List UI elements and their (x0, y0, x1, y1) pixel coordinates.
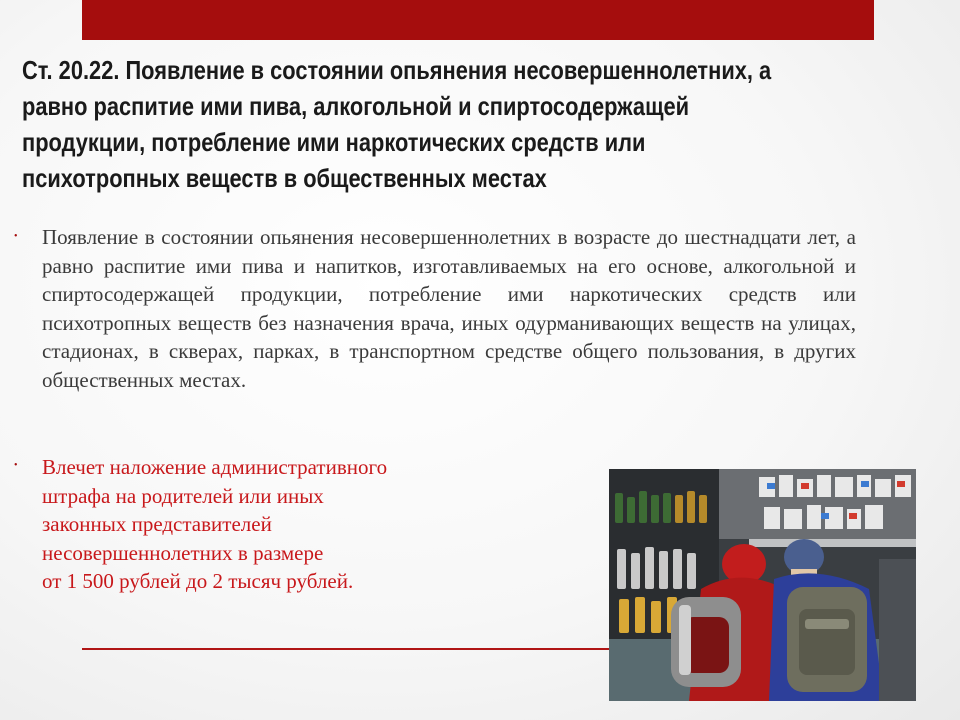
title-line-4: психотропных веществ в общественных местах (22, 163, 547, 193)
penalty-line-2: штрафа на родителей или иных (42, 483, 324, 508)
penalty-line-3: законных представителей (42, 512, 272, 536)
top-accent-bar (82, 0, 874, 40)
kiosk-photo (609, 469, 916, 701)
article-description: Появление в состоянии опьянения несовершеннолетних в возрасте до шестнадцати лет, а равно распитие ими пива и напитков, изготавливаемых на его основе, алкогольной и спиртосодержащей продукции, потребление ими наркотических средств или психотропных веществ без назначения врача, иных одурманивающих веществ на улицах, стадионах, в скверах, парках, в транспортном средстве общего пользования, в других общественных местах. (42, 225, 856, 392)
penalty-text (42, 453, 512, 596)
penalty-line-5: от 1 500 рублей до 2 тысяч рублей. (42, 569, 354, 593)
title-line-3: продукции, потребление ими наркотических средств или (22, 127, 646, 157)
title-line-1: Ст. 20.22. Появление в состоянии опьянения несовершеннолетних, а (22, 55, 772, 85)
bottom-divider (82, 648, 612, 650)
penalty-line-1: Влечет наложение административного (42, 455, 388, 479)
bullet-2-icon: • (14, 460, 18, 471)
slide-title (22, 52, 772, 196)
bullet-1-icon: • (14, 231, 18, 242)
title-line-2: равно распитие ими пива, алкогольной и спиртосодержащей (22, 91, 690, 121)
penalty-line-4: несовершеннолетних в размере (42, 540, 324, 565)
